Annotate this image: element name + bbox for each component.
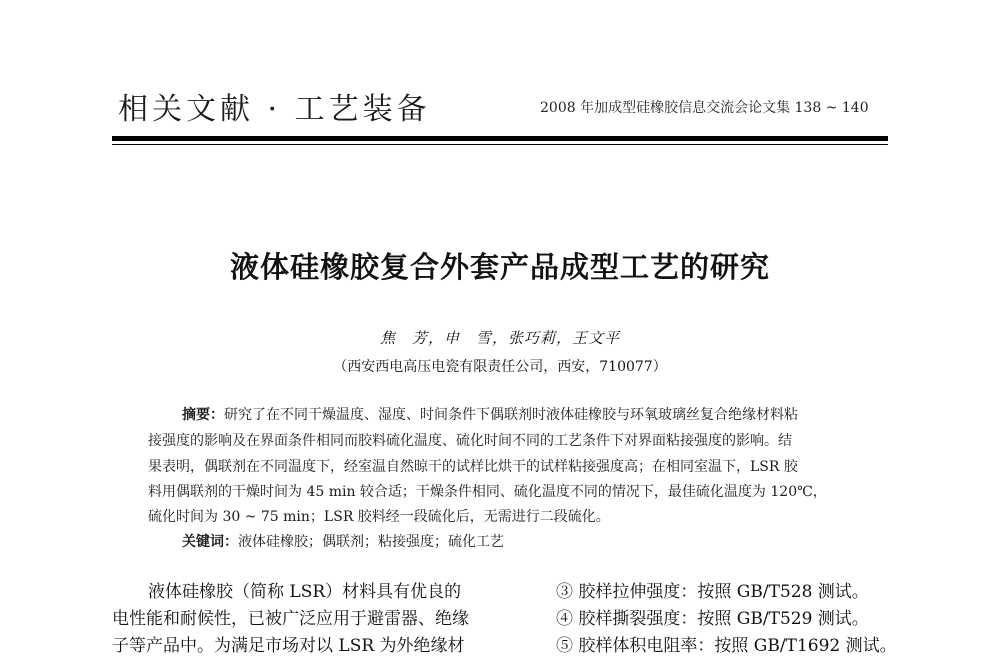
test-method-item: ③ 胶样拉伸强度：按照 GB/T528 测试。 bbox=[556, 582, 869, 602]
abstract-line: 硫化时间为 30 ~ 75 min；LSR 胶料经一段硫化后，无需进行二段硫化。 bbox=[148, 509, 610, 525]
abstract-label: 摘要： bbox=[182, 407, 224, 423]
journal-reference: 2008 年加成型硅橡胶信息交流会论文集 138 ~ 140 bbox=[540, 100, 869, 116]
keywords-label: 关键词： bbox=[182, 534, 238, 550]
authors: 焦 芳，申 雪，张巧莉，王文平 bbox=[379, 329, 620, 347]
body-paragraph-line: 子等产品中。为满足市场对以 LSR 为外绝缘材 bbox=[112, 636, 465, 656]
body-paragraph-line: 电性能和耐候性，已被广泛应用于避雷器、绝缘 bbox=[112, 609, 469, 629]
section-title: 相关文献 · 工艺装备 bbox=[118, 92, 431, 127]
header-rule-thick bbox=[112, 136, 888, 141]
abstract-line: 料用偶联剂的干燥时间为 45 min 较合适；干燥条件相同、硫化温度不同的情况下，最佳硫化温度为 120℃， bbox=[148, 484, 827, 500]
abstract-line bbox=[182, 404, 798, 424]
body-paragraph-line: 液体硅橡胶（简称 LSR）材料具有优良的 bbox=[148, 582, 462, 602]
abstract-line: 接强度的影响及在界面条件相同而胶料硫化温度、硫化时间不同的工艺条件下对界面粘接强度的影响。结 bbox=[148, 433, 792, 449]
header-rule-thin bbox=[112, 144, 888, 145]
abstract-text: 研究了在不同干燥温度、湿度、时间条件下偶联剂时液体硅橡胶与环氧玻璃丝复合绝缘材料粘 bbox=[224, 407, 798, 423]
paper-title: 液体硅橡胶复合外套产品成型工艺的研究 bbox=[229, 250, 770, 284]
keywords-text: 液体硅橡胶；偶联剂；粘接强度；硫化工艺 bbox=[238, 534, 504, 550]
test-method-item: ④ 胶样撕裂强度：按照 GB/T529 测试。 bbox=[556, 609, 869, 629]
abstract-line: 果表明，偶联剂在不同温度下，经室温自然晾干的试样比烘干的试样粘接强度高；在相同室温下，LSR 胶 bbox=[148, 459, 798, 475]
test-method-item: ⑤ 胶样体积电阻率：按照 GB/T1692 测试。 bbox=[556, 636, 897, 656]
affiliation: （西安西电高压电瓷有限责任公司，西安，710077） bbox=[333, 359, 667, 375]
keywords-line bbox=[182, 531, 504, 551]
